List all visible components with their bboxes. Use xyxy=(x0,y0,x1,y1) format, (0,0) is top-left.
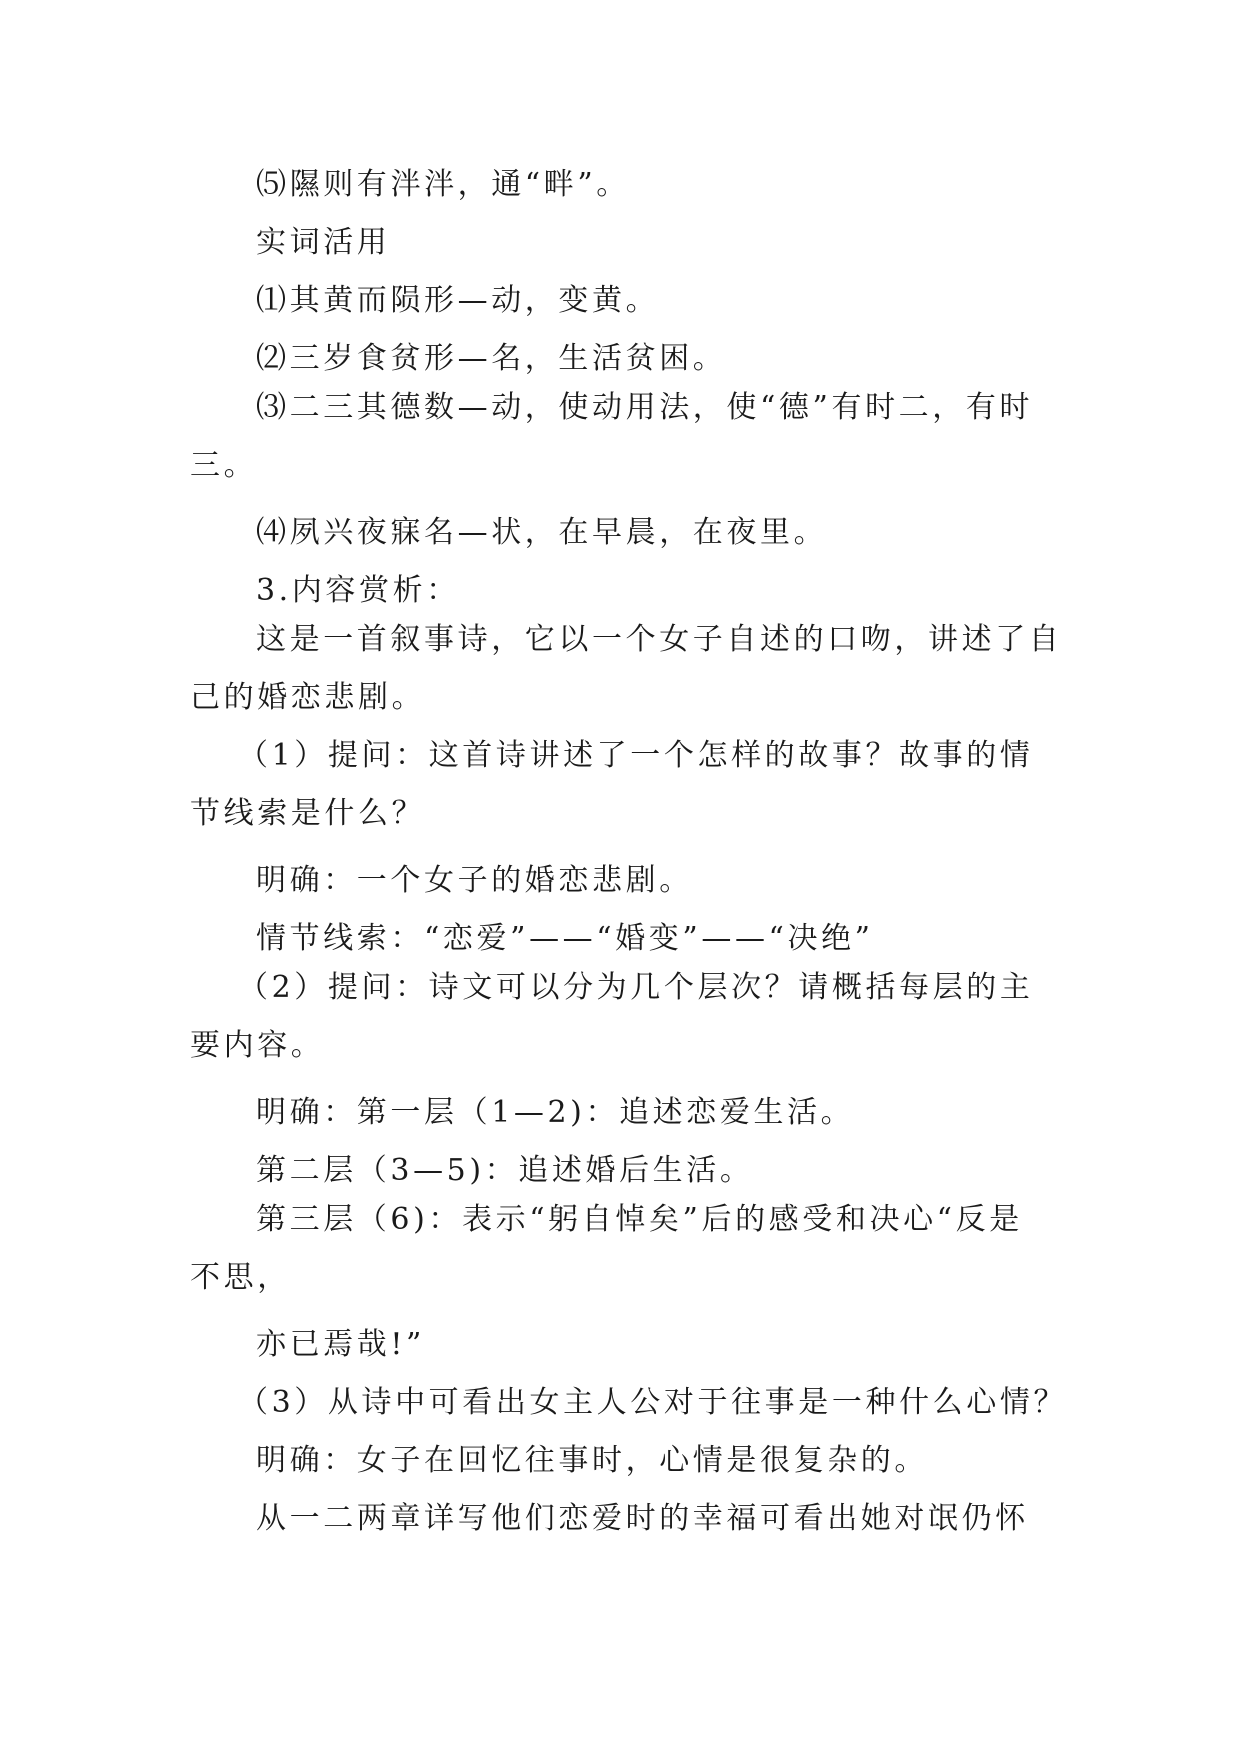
usage-line-1: ⑴其黄而陨形—动，变黄。 xyxy=(256,283,660,318)
answer-2-layer-3: 第三层（6)：表示“躬自悼矣”后的感受和决心“反是 不思， xyxy=(190,1202,1023,1295)
answer-1: 明确：一个女子的婚恋悲剧。 xyxy=(256,863,693,898)
question-3: （3）从诗中可看出女主人公对于往事是一种什么心情？ xyxy=(238,1385,1068,1420)
answer-2-layer-1: 明确：第一层（1—2)：追述恋爱生活。 xyxy=(256,1095,855,1130)
answer-3-detail: 从一二两章详写他们恋爱时的幸福可看出她对氓仍怀 xyxy=(256,1501,1029,1536)
intro-paragraph: 这是一首叙事诗，它以一个女子自述的口吻，讲述了自 己的婚恋悲剧。 xyxy=(190,622,1063,715)
usage-line-4: ⑷夙兴夜寐名—状，在早晨，在夜里。 xyxy=(256,515,828,550)
answer-3: 明确：女子在回忆往事时，心情是很复杂的。 xyxy=(256,1443,928,1478)
plot-clue-line: 情节线索：“恋爱”——“婚变”——“决绝” xyxy=(256,921,874,956)
question-1: （1）提问：这首诗讲述了一个怎样的故事？故事的情 节线索是什么？ xyxy=(190,738,1034,831)
section-heading-content-word-usage: 实词活用 xyxy=(256,225,391,260)
usage-line-3: ⑶二三其德数—动，使动用法，使“德”有时二，有时 三。 xyxy=(190,390,1034,483)
answer-2-layer-2: 第二层（3—5)：追述婚后生活。 xyxy=(256,1153,754,1188)
annotation-line-5: ⑸隰则有泮泮，通“畔”。 xyxy=(256,167,630,202)
usage-line-2: ⑵三岁食贫形—名，生活贫困。 xyxy=(256,341,727,376)
quote-continuation: 亦已焉哉!” xyxy=(256,1327,425,1362)
section-heading-content-analysis: 3.内容赏析： xyxy=(256,573,460,608)
question-2: （2）提问：诗文可以分为几个层次？请概括每层的主 要内容。 xyxy=(190,970,1034,1063)
